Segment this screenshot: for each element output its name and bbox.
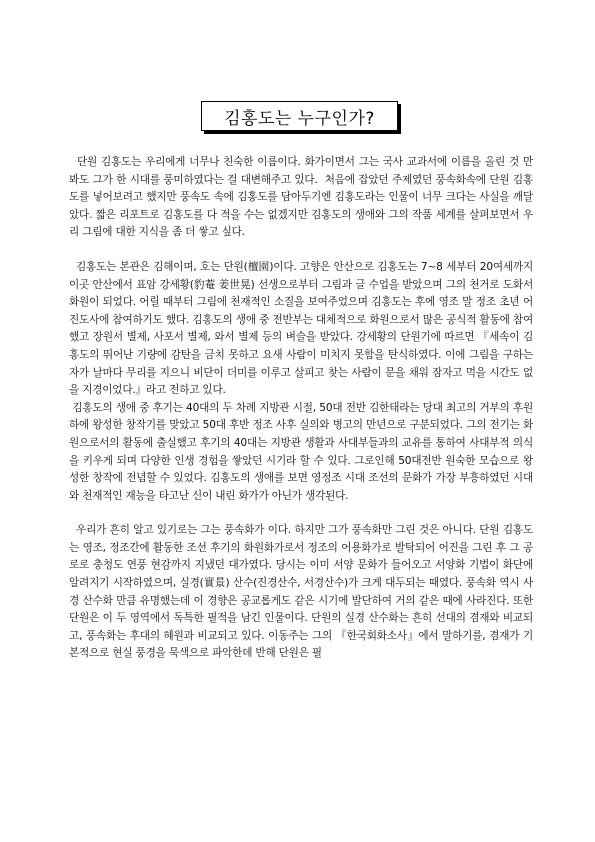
paragraph-intro: 단원 김홍도는 우리에게 너무나 친숙한 이름이다. 화가이면서 그는 국사 교과서에 이름을 올린 것 만 봐도 그가 한 시대를 풍미하였다는 걸 대변해주고 있다. 처음에 잡았던 주제였던 풍속화속에 단원 김홍도를 넣어보려고 했지만 풍속도 속에 김홍도를 담아두기엔 김홍도라는 인물이 너무 크다는 사실을 깨달았다. 짧은 리포트로 김홍도를 다 적을 수는 없겠지만 김홍도의 생애와 그의 작품 세계를 살펴보면서 우리 그림에 대한 지식을 좀 더 쌓고 싶다. bbox=[69, 156, 537, 239]
paragraph-biography-early: 김홍도는 본관은 김해이며, 호는 단원(檀園)이다. 고향은 안산으로 김홍도는 7~8 세부터 20여세까지 이곳 안산에서 표암 강세황(豹菴 姜世晃) 선생으로부터 그림과 글 수업을 받았으며 그의 천거로 도화서 화원이 되었다. 어릴 때부터 그림에 천재적인 소질을 보여주었으며 김홍도는 후에 영조 말 정조 초년 어진도사에 참여하기도 했다. 김홍도의 생애 중 전반부는 대체적으로 화원으로서 많은 공식적 활동에 참여했고 장원서 별제, 사포서 별제, 와서 별제 등의 벼슬을 받았다. 강세황의 단원기에 따르면 『세속이 김홍도의 뛰어난 기량에 감탄을 금치 못하고 요새 사람이 미치지 못함을 탄식하였다. 이에 그림을 구하는 자가 날마다 무리를 지으니 비단이 더미를 이루고 살피고 찾는 사람이 문을 채워 잠자고 먹을 시간도 없을 지경이었다.』라고 전하고 있다. bbox=[69, 260, 537, 397]
paragraph-biography-late: 김홍도의 생애 중 후기는 40대의 두 차례 지방관 시절, 50대 전반 김한태라는 당대 최고의 거부의 후원하에 왕성한 창작기를 맞았고 50대 후반 정조 사후 실의와 병고의 만년으로 구분되었다. 그의 전기는 화원으로서의 활동에 출실했고 후기의 40대는 지방관 생활과 사대부들과의 교유를 통하여 사대부적 의식을 키우게 되며 다양한 인생 경험을 쌓았던 시기라 할 수 있다. 그로인해 50대전반 원숙한 모습으로 왕성한 창작에 전념할 수 있었다. 김홍도의 생애를 보면 영정조 시대 조선의 문화가 가장 부흥하였던 시대와 천재적인 재능을 타고난 신이 내린 화가가 아닌가 생각된다. bbox=[69, 401, 533, 502]
document-body bbox=[69, 154, 537, 680]
document-title-box bbox=[201, 101, 398, 131]
document-title: 김홍도는 누구인가? bbox=[224, 108, 375, 129]
paragraph-genre-painting: 우리가 흔히 알고 있기로는 그는 풍속화가 이다. 하지만 그가 풍속화만 그린 것은 아니다. 단원 김홍도는 영조, 정조간에 활동한 조선 후기의 화원화가로서 정조의 어용화가로 발탁되어 어진을 그린 후 그 공로로 충청도 연풍 현감까지 지냈던 대가였다. 당시는 이미 서양 문화가 들어오고 서양화 기법이 화단에 알려지기 시작하였으며, 실경(實景) 산수(진경산수, 서경산수)가 크게 대두되는 때였다. 풍속화 역시 사경 산수화 만큼 유명했는데 이 경향은 공교롭게도 같은 시기에 발단하여 거의 같은 때에 사라진다. 또한 단원은 이 두 영역에서 독특한 필적을 남긴 인물이다. 단원의 실경 산수화는 흔히 선대의 겸재와 비교되고, 풍속화는 후대의 혜원과 비교되고 있다. 이동주는 그의 『한국회화소사』에서 말하기를, 겸재가 기본적으로 현실 풍경을 묵색으로 파악한데 반해 단원은 필 bbox=[69, 524, 537, 660]
